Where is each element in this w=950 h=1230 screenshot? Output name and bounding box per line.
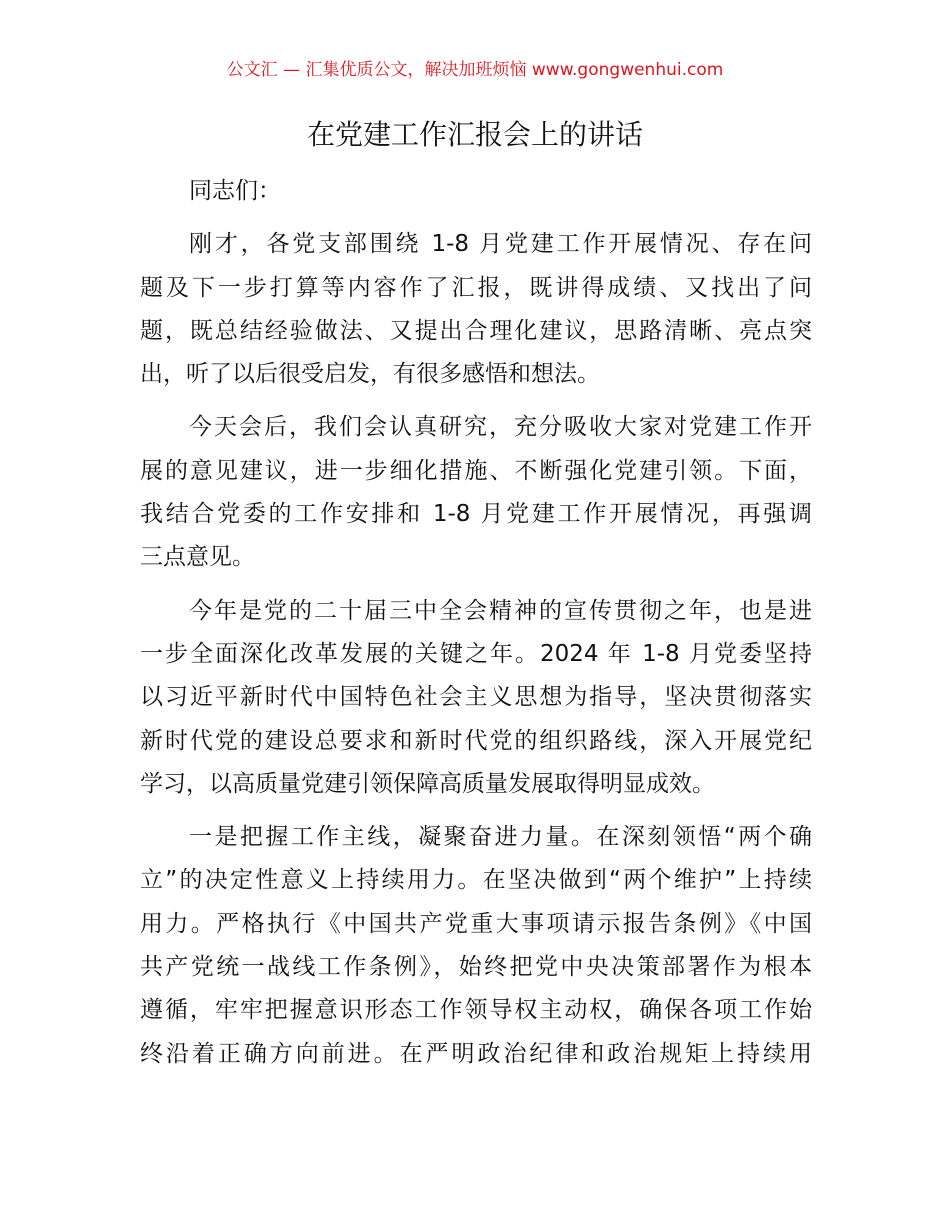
text-line: 立”的决定性意义上持续用力。在坚决做到“两个维护”上持续	[140, 867, 812, 894]
text-line: 同志们：	[189, 178, 281, 204]
document-title: 在党建工作汇报会上的讲话	[306, 118, 643, 151]
text-line: 新时代党的建设总要求和新时代党的组织路线，深入开展党纪	[140, 727, 812, 754]
text-line: 出，听了以后很受启发，有很多感悟和想法。	[140, 361, 600, 388]
text-line: 题及下一步打算等内容作了汇报，既讲得成绩、又找出了问	[140, 274, 812, 301]
site-banner: 公文汇 — 汇集优质公文，解决加班烦恼 www.gongwenhui.com	[226, 60, 724, 80]
paragraph	[140, 223, 812, 396]
text-line: 一是把握工作主线，凝聚奋进力量。在深刻领悟“两个确	[189, 824, 812, 851]
text-line: 今年是党的二十届三中全会精神的宣传贯彻之年，也是进	[189, 597, 812, 624]
text-line: 用力。严格执行《中国共产党重大事项请示报告条例》《中国	[140, 910, 812, 937]
text-line: 学习，以高质量党建引领保障高质量发展取得明显成效。	[140, 770, 715, 797]
text-line: 刚才，各党支部围绕 1-8 月党建工作开展情况、存在问	[189, 231, 812, 258]
text-line: 我结合党委的工作安排和 1-8 月党建工作开展情况，再强调	[140, 501, 812, 528]
text-line: 今天会后，我们会认真研究，充分吸收大家对党建工作开	[189, 414, 812, 441]
paragraph	[140, 590, 812, 806]
document-body	[140, 170, 812, 1086]
text-line: 三点意见。	[140, 544, 255, 571]
text-line: 题，既总结经验做法、又提出合理化建议，思路清晰、亮点突	[140, 317, 812, 344]
text-line: 展的意见建议，进一步细化措施、不断强化党建引领。下面，	[140, 457, 812, 484]
paragraph	[140, 170, 812, 213]
text-line: 以习近平新时代中国特色社会主义思想为指导，坚决贯彻落实	[140, 684, 812, 711]
text-line: 终沿着正确方向前进。在严明政治纪律和政治规矩上持续用	[140, 1040, 812, 1067]
text-line: 遵循，牢牢把握意识形态工作领导权主动权，确保各项工作始	[140, 997, 812, 1024]
paragraph	[140, 406, 812, 579]
text-line: 共产党统一战线工作条例》，始终把党中央决策部署作为根本	[140, 954, 812, 981]
text-line: 一步全面深化改革发展的关键之年。2024 年 1-8 月党委坚持	[140, 640, 812, 667]
paragraph	[140, 816, 812, 1076]
